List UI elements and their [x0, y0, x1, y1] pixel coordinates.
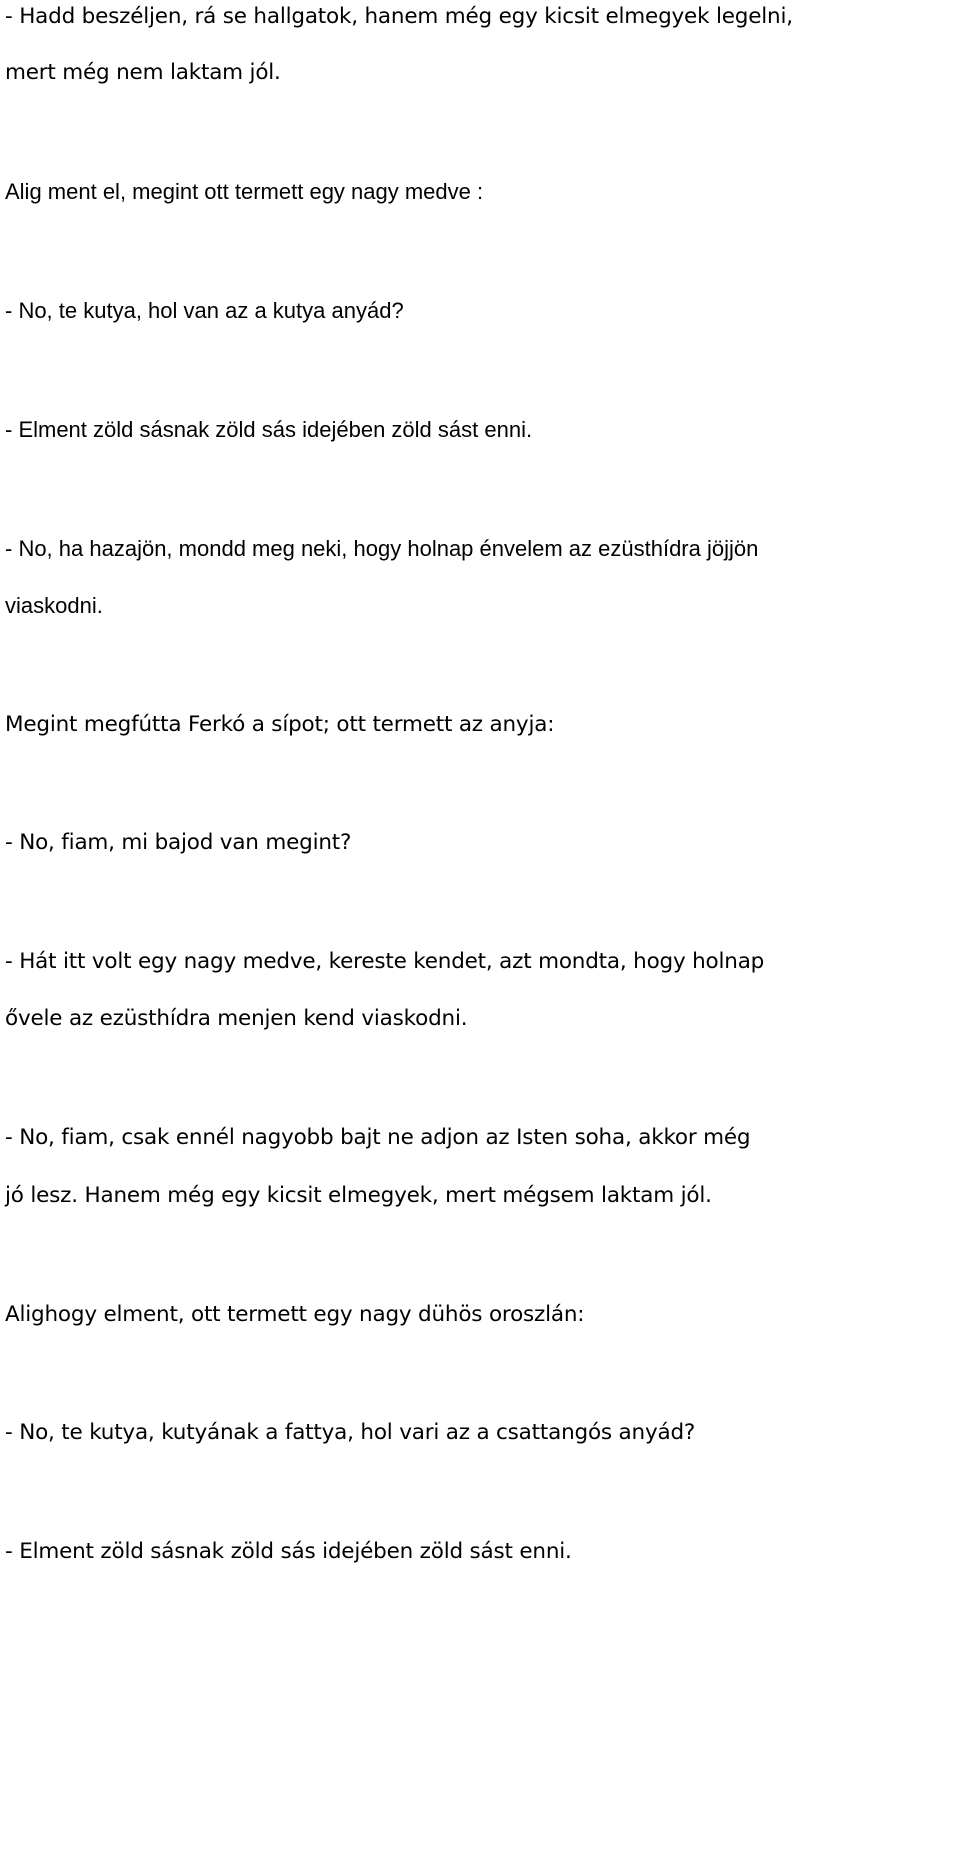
text-line: - No, te kutya, hol van az a kutya anyád? [5, 298, 404, 323]
text-line: - No, ha hazajön, mondd meg neki, hogy holnap énvelem az ezüsthídra jöjjön [5, 536, 759, 561]
text-line: ővele az ezüsthídra menjen kend viaskodni. [5, 1006, 468, 1031]
text-line: viaskodni. [5, 593, 103, 618]
text-line: Alighogy elment, ott termett egy nagy dühös oroszlán: [5, 1302, 585, 1327]
text-line: - No, fiam, mi bajod van megint? [5, 830, 352, 855]
text-line: - Hát itt volt egy nagy medve, kereste kendet, azt mondta, hogy holnap [5, 949, 765, 974]
text-line: - Hadd beszéljen, rá se hallgatok, hanem még egy kicsit elmegyek legelni, [5, 4, 793, 29]
text-line: Megint megfútta Ferkó a sípot; ott termett az anyja: [5, 712, 555, 737]
text-line: - Elment zöld sásnak zöld sás idejében zöld sást enni. [5, 417, 533, 442]
text-line: - Elment zöld sásnak zöld sás idejében zöld sást enni. [5, 1539, 572, 1564]
text-line: - No, te kutya, kutyának a fattya, hol vari az a csattangós anyád? [5, 1420, 696, 1445]
text-line: mert még nem laktam jól. [5, 60, 281, 85]
text-line: jó lesz. Hanem még egy kicsit elmegyek, mert mégsem laktam jól. [5, 1183, 712, 1208]
text-line: Alig ment el, megint ott termett egy nagy medve : [5, 179, 484, 204]
text-line: - No, fiam, csak ennél nagyobb bajt ne adjon az Isten soha, akkor még [5, 1125, 751, 1150]
